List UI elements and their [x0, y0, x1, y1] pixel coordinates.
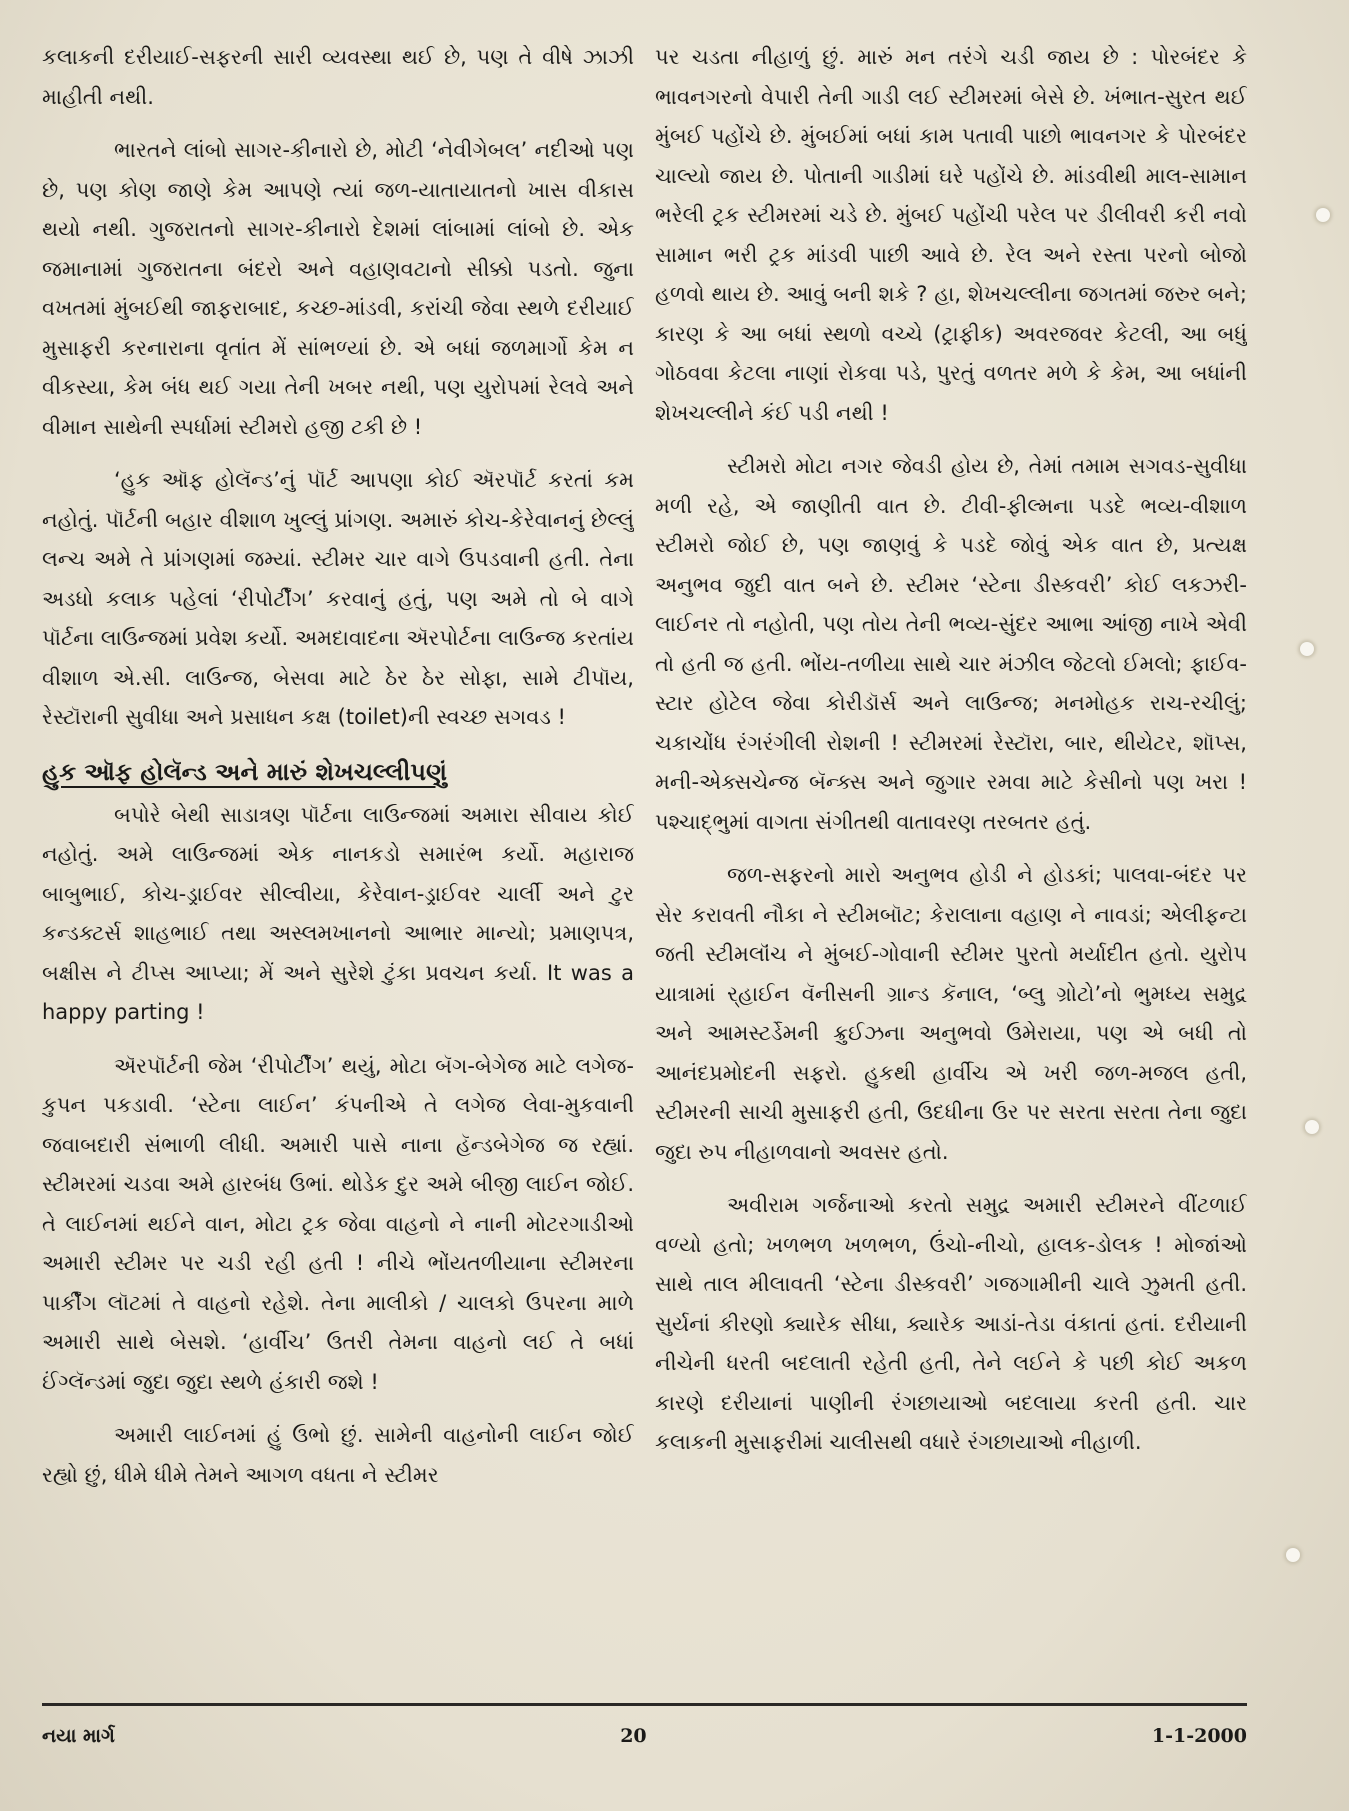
- article-paragraph: પર ચડતા નીહાળું છું. મારું મન તરંગે ચડી જાય છે : પોરબંદર કે ભાવનગરનો વેપારી તેની ગાડી લઈ સ્ટીમરમાં બેસે છે. ખંભાત-સુરત થઈ મુંબઈ પહોંચે છે. મુંબઈમાં બધાં કામ પતાવી પાછો ભાવનગર કે પોરબંદર ચાલ્યો જાય છે. પોતાની ગાડીમાં ઘરે પહોંચે છે. માંડવીથી માલ-સામાન ભરેલી ટ્રક સ્ટીમરમાં ચડે છે. મુંબઈ પહોંચી પરેલ પર ડીલીવરી કરી નવો સામાન ભરી ટ્રક માંડવી પાછી આવે છે. રેલ અને રસ્તા પરનો બોજો હળવો થાય છે. આવું બની શકે ? હા, શેખચલ્લીના જગતમાં જરુર બને; કારણ કે આ બધાં સ્થળો વચ્ચે (ટ્રાફીક) અવરજવર કેટલી, આ બધું ગોઠવવા કેટલા નાણાં રોકવા પડે, પુરતું વળતર મળે કે કેમ, આ બધાંની શેખચલ્લીને કંઈ પડી નથી !: [655, 45, 1247, 425]
- footer-divider: [42, 1703, 1247, 1706]
- article-paragraph: ઍરપૉર્ટની જેમ ‘રીપોર્ટીંગ’ થયું, મોટા બૅગ-બેગેજ માટે લગેજ-કુપન પકડાવી. ‘સ્ટેના લાઈન’ કંપનીએ તે લગેજ લેવા-મુકવાની જવાબદારી સંભાળી લીધી. અમારી પાસે નાના હૅન્ડબેગેજ જ રહ્યાં. સ્ટીમરમાં ચડવા અમે હારબંધ ઉભાં. થોડેક દુર અમે બીજી લાઈન જોઈ. તે લાઈનમાં થઈને વાન, મોટા ટ્રક જેવા વાહનો ને નાની મોટરગાડીઓ અમારી સ્ટીમર પર ચડી રહી હતી ! નીચે ભોંયતળીયાના સ્ટીમરના પાર્કીંગ લૉટમાં તે વાહનો રહેશે. તેના માલીકો / ચાલકો ઉપરના માળે અમારી સાથે બેસશે. ‘હાર્વીચ’ ઉતરી તેમના વાહનો લઈ તે બધાં ઈંગ્લૅન્ડમાં જુદા જુદા સ્થળે હંકારી જશે !: [42, 1053, 634, 1394]
- article-paragraph: અમારી લાઈનમાં હું ઉભો છું. સામેની વાહનોની લાઈન જોઈ રહ્યો છું, ધીમે ધીમે તેમને આગળ વધતા ને સ્ટીમર: [42, 1423, 634, 1487]
- article-paragraph: જળ-સફરનો મારો અનુભવ હોડી ને હોડકાં; પાલવા-બંદર પર સેર કરાવતી નૌકા ને સ્ટીમબૉટ; કેરાલાના વહાણ ને નાવડાં; એલીફન્ટા જતી સ્ટીમલૉંચ ને મુંબઈ-ગોવાની સ્ટીમર પુરતો મર્યાદીત હતો. યુરોપ યાત્રામાં ર્‌હાઈન વૅનીસની ગ્રાન્ડ કૅનાલ, ‘બ્લુ ગ્રોટો’નો ભુમધ્ય સમુદ્ર અને આમસ્ટર્ડેમની ક્રુઈઝના અનુભવો ઉમેરાયા, પણ એ બધી તો આનંદપ્રમોદની સફરો. હુકથી હાર્વીચ એ ખરી જળ-મજલ હતી, સ્ટીમરની સાચી મુસાફરી હતી, ઉદધીના ઉર પર સરતા સરતા તેના જુદા જુદા રુપ નીહાળવાનો અવસર હતો.: [655, 863, 1247, 1164]
- article-paragraph: ‘હુક ઑફ હોલૅન્ડ’નું પૉર્ટ આપણા કોઈ ઍરપૉર્ટ કરતાં કમ નહોતું. પૉર્ટની બહાર વીશાળ ખુલ્લું પ્રાંગણ. અમારું કોચ-કેરેવાનનું છેલ્લું લન્ચ અમે તે પ્રાંગણમાં જમ્યાં. સ્ટીમર ચાર વાગે ઉપડવાની હતી. તેના અડધો કલાક પહેલાં ‘રીપોર્ટીંગ’ કરવાનું હતું, પણ અમે તો બે વાગે પૉર્ટના લાઉન્જમાં પ્રવેશ કર્યો. અમદાવાદના ઍરપોર્ટના લાઉન્જ કરતાંય વીશાળ એ.સી. લાઉન્જ, બેસવા માટે ઠેર ઠેર સોફા, સામે ટીપૉય, રેસ્ટૉરાની સુવીધા અને પ્રસાધન કક્ષ (toilet)ની સ્વચ્છ સગવડ !: [42, 468, 634, 729]
- magazine-name: નયા માર્ગ: [42, 1725, 115, 1747]
- article-body: [42, 38, 1247, 1698]
- right-column: [655, 38, 1247, 1698]
- staple-mark: [1305, 1120, 1319, 1134]
- page-number: 20: [620, 1725, 647, 1747]
- page-footer: [42, 1718, 1247, 1754]
- left-column: [42, 38, 634, 1698]
- article-paragraph: અવીરામ ગર્જનાઓ કરતો સમુદ્ર અમારી સ્ટીમરને વીંટળાઈ વળ્યો હતો; ખળભળ ખળભળ, ઉંચો-નીચો, હાલક-ડોલક ! મોજાંઓ સાથે તાલ મીલાવતી ‘સ્ટેના ડીસ્કવરી’ ગજગામીની ચાલે ઝુમતી હતી. સુર્યનાં કીરણો ક્યારેક સીધા, ક્યારેક આડાં-તેડા વંકાતાં હતાં. દરીયાની નીચેની ધરતી બદલાતી રહેતી હતી, તેને લઈને કે પછી કોઈ અકળ કારણે દરીયાનાં પાણીની રંગછાયાઓ બદલાયા કરતી હતી. ચાર કલાકની મુસાફરીમાં ચાલીસથી વધારે રંગછાયાઓ નીહાળી.: [655, 1193, 1247, 1454]
- article-paragraph: સ્ટીમરો મોટા નગર જેવડી હોય છે, તેમાં તમામ સગવડ-સુવીધા મળી રહે, એ જાણીતી વાત છે. ટીવી-ફીલ્મના પડદે ભવ્ય-વીશાળ સ્ટીમરો જોઈ છે, પણ જાણવું કે પડદે જોવું એક વાત છે, પ્રત્યક્ષ અનુભવ જુદી વાત બને છે. સ્ટીમર ‘સ્ટેના ડીસ્કવરી’ કોઈ લકઝરી-લાઈનર તો નહોતી, પણ તોય તેની ભવ્ય-સુંદર આભા આંજી નાખે એવી તો હતી જ હતી. ભોંય-તળીયા સાથે ચાર મંઝીલ જેટલો ઈમલો; ફાઈવ-સ્ટાર હોટેલ જેવા કોરીડૉર્સ અને લાઉન્જ; મનમોહક રાચ-રચીલું; ચકાચોંધ રંગરંગીલી રોશની ! સ્ટીમરમાં રેસ્ટૉરા, બાર, થીયેટર, શૉપ્સ, મની-એક્સચેન્જ બૅન્ક્સ અને જુગાર રમવા માટે કેસીનો પણ ખરા ! પશ્ચાદ્ભુમાં વાગતા સંગીતથી વાતાવરણ તરબતર હતું.: [655, 454, 1247, 834]
- article-paragraph: ભારતને લાંબો સાગર-કીનારો છે, મોટી ‘નેવીગેબલ’ નદીઓ પણ છે, પણ કોણ જાણે કેમ આપણે ત્યાં જળ-યાતાયાતનો ખાસ વીકાસ થયો નથી. ગુજરાતનો સાગર-કીનારો દેશમાં લાંબામાં લાંબો છે. એક જમાનામાં ગુજરાતના બંદરો અને વહાણવટાનો સીક્કો પડતો. જુના વખતમાં મુંબઈથી જાફરાબાદ, કચ્છ-માંડવી, કરાંચી જેવા સ્થળે દરીયાઈ મુસાફરી કરનારાના વૃતાંત મેં સાંભળ્યાં છે. એ બધાં જળમાર્ગો કેમ ન વીકસ્યા, કેમ બંધ થઈ ગયા તેની ખબર નથી, પણ યુરોપમાં રેલવે અને વીમાન સાથેની સ્પર્ધામાં સ્ટીમરો હજી ટકી છે !: [42, 138, 634, 439]
- staple-mark: [1300, 642, 1314, 656]
- article-paragraph: કલાકની દરીયાઈ-સફરની સારી વ્યવસ્થા થઈ છે, પણ તે વીષે ઝાઝી માહીતી નથી.: [42, 45, 634, 109]
- staple-mark: [1316, 208, 1330, 222]
- article-paragraph: બપોરે બેથી સાડાત્રણ પૉર્ટના લાઉન્જમાં અમારા સીવાય કોઈ નહોતું. અમે લાઉન્જમાં એક નાનકડો સમારંભ કર્યો. મહારાજ બાબુભાઈ, કોચ-ડ્રાઈવર સીલ્વીયા, કેરેવાન-ડ્રાઈવર ચાર્લી અને ટુર કન્ડક્ટર્સ શાહભાઈ તથા અસ્લમખાનનો આભાર માન્યો; પ્રમાણપત્ર, બક્ષીસ ને ટીપ્સ આપ્યા; મેં અને સુરેશે ટુંકા પ્રવચન કર્યા. It was a happy parting !: [42, 802, 634, 1024]
- issue-date: 1-1-2000: [1151, 1725, 1247, 1747]
- section-heading: હુક ઑફ હોલૅન્ડ અને મારું શેખચલ્લીપણું: [42, 757, 447, 786]
- staple-mark: [1286, 1548, 1300, 1562]
